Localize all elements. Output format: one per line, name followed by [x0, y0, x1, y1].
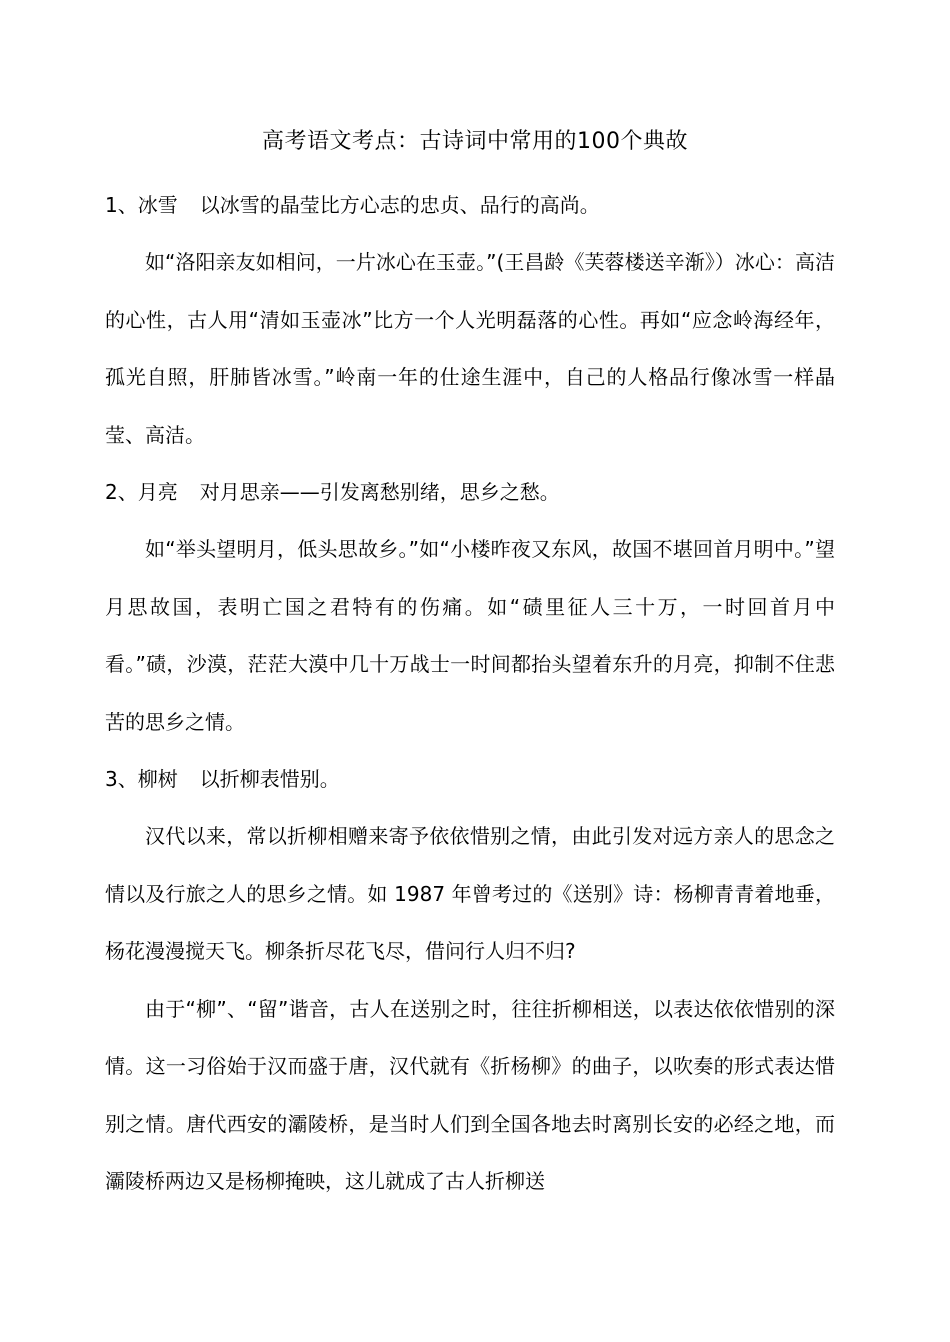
section-number: 3、: [105, 767, 138, 792]
section-term: 月亮: [137, 480, 178, 505]
section-term: 冰雪: [137, 193, 178, 217]
document-title: 高考语文考点：古诗词中常用的100个典故: [262, 129, 688, 154]
section-number: 1、: [105, 193, 138, 217]
section-summary: 以冰雪的晶莹比方心志的忠贞、品行的高尚。: [199, 193, 600, 217]
section-heading-3: [105, 751, 835, 808]
paragraph: 如“举头望明月，低头思故乡。”如“小楼昨夜又东风，故国不堪回首月明中。”望月思故国，表明亡国之君特有的伤痛。如“碛里征人三十万，一时回首月中看。”碛，沙漠，茫茫大漠中几十万战士一时间都抬头望着东升的月亮，抑制不住悲苦的思乡之情。: [105, 537, 835, 734]
section-summary: 对月思亲——引发离愁别绪，思乡之愁。: [199, 480, 560, 505]
paragraph: 如“洛阳亲友如相问，一片冰心在玉壶。”(王昌龄《芙蓉楼送辛渐》）冰心：高洁的心性，古人用“清如玉壶冰”比方一个人光明磊落的心性。再如“应念岭海经年，孤光自照，肝肺皆冰雪。”岭南一年的仕途生涯中，自己的人格品行像冰雪一样晶莹、高洁。: [105, 250, 835, 447]
paragraph: 由于“柳”、“留”谐音，古人在送别之时，往往折柳相送，以表达依依惜别的深情。这一习俗始于汉而盛于唐，汉代就有《折杨柳》的曲子，以吹奏的形式表达惜别之情。唐代西安的灞陵桥，是当时人们到全国各地去时离别长安的必经之地，而灞陵桥两边又是杨柳掩映，这儿就成了古人折柳送: [105, 996, 835, 1193]
section-term: 柳树: [137, 767, 178, 792]
paragraph: 汉代以来，常以折柳相赠来寄予依依惜别之情，由此引发对远方亲人的思念之情以及行旅之人的思乡之情。如 1987 年曾考过的《送别》诗：杨柳青青着地垂，杨花漫漫搅天飞。柳条折尽花飞尽，借问行人归不归?: [105, 824, 835, 964]
section-number: 2、: [105, 480, 138, 505]
section-heading-1: [105, 177, 835, 234]
document-body: [105, 177, 835, 1210]
section-summary: 以折柳表惜别。: [199, 767, 340, 792]
section-heading-2: [105, 464, 835, 521]
